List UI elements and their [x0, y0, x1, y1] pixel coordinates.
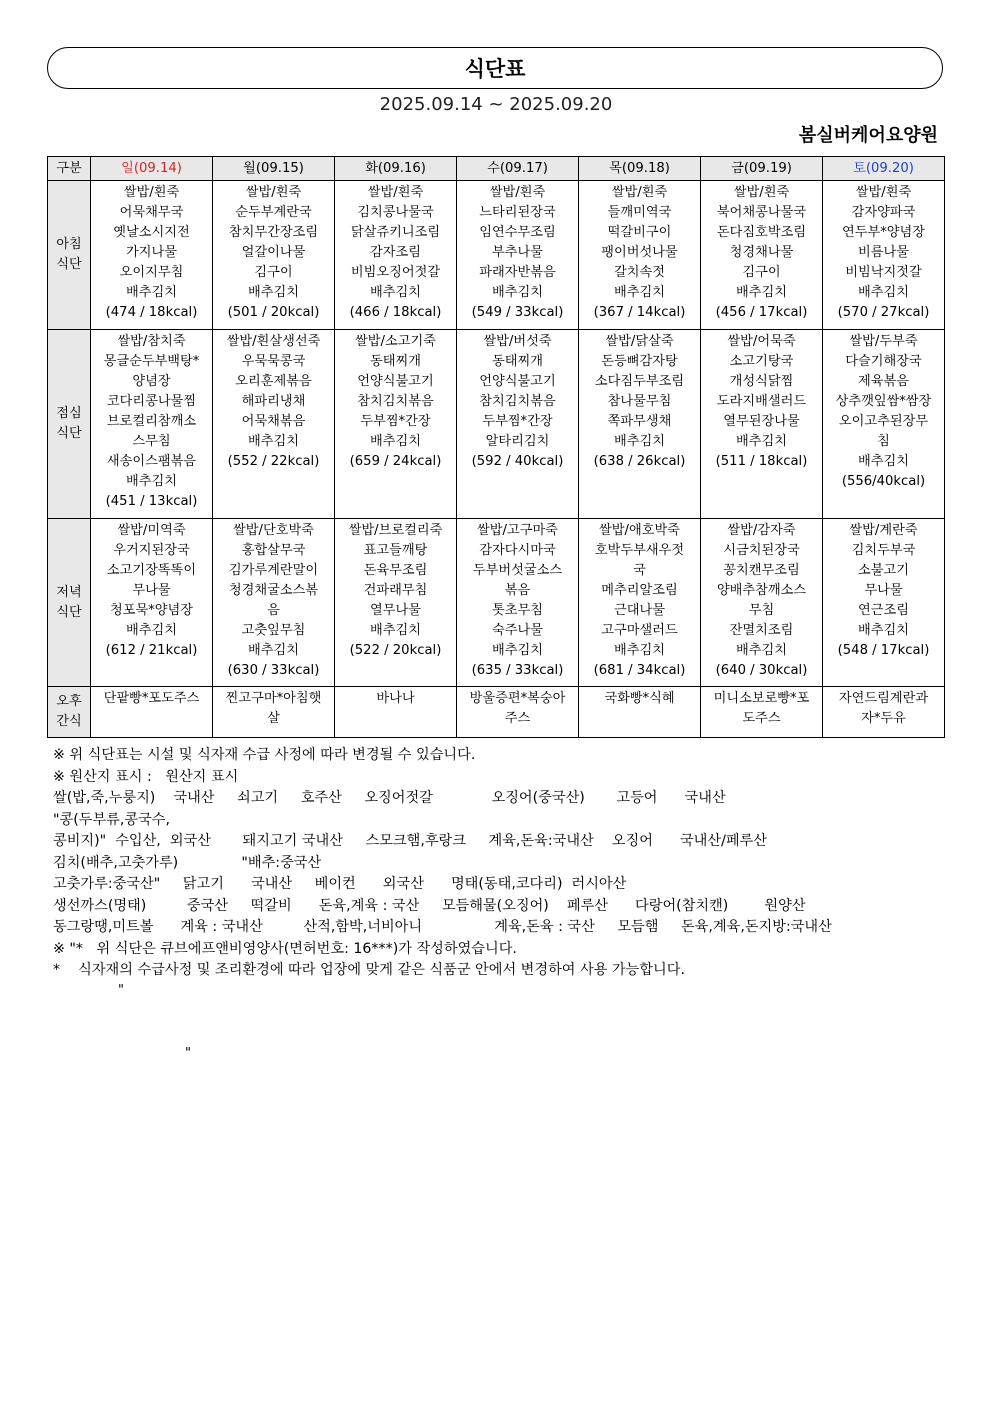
menu-item: 얼갈이나물	[241, 245, 306, 260]
menu-item: 비름나물	[858, 245, 909, 260]
menu-item: (630 / 33kcal)	[227, 663, 320, 678]
menu-item: 미니소보로빵*포	[713, 691, 810, 706]
menu-item: 배추김치	[492, 643, 543, 658]
menu-item: 쪽파무생채	[607, 414, 672, 429]
menu-cell	[457, 519, 579, 687]
row-label-line: 점심	[56, 406, 82, 421]
menu-cell	[335, 330, 457, 519]
menu-item: 청포묵*양념장	[109, 603, 194, 618]
menu-item: 바나나	[376, 691, 415, 706]
day-header-wed: 수(09.17)	[457, 157, 579, 181]
menu-item: (548 / 17kcal)	[837, 643, 930, 658]
menu-item: 배추김치	[126, 474, 177, 489]
menu-item: 쌀밥/닭살죽	[605, 334, 674, 349]
menu-cell	[579, 519, 701, 687]
menu-cell	[701, 330, 823, 519]
day-header-tue: 화(09.16)	[335, 157, 457, 181]
menu-item: 쌀밥/고구마죽	[477, 523, 558, 538]
note-line: 김치(배추,고춧가루) "배추:중국산	[53, 854, 322, 871]
row-label-line: 식단	[56, 257, 82, 272]
menu-item: 건파래무침	[363, 583, 428, 598]
menu-item: 열무나물	[370, 603, 421, 618]
menu-item: 두부찜*간장	[360, 414, 431, 429]
menu-item: 배추김치	[370, 623, 421, 638]
menu-item: 제육볶음	[858, 374, 909, 389]
menu-item: 열무된장나물	[723, 414, 800, 429]
page-title: 식단표	[47, 47, 943, 89]
menu-cell	[579, 330, 701, 519]
menu-cell	[579, 181, 701, 330]
menu-item: 소다짐두부조림	[594, 374, 685, 389]
menu-item: 쌀밥/단호박죽	[233, 523, 314, 538]
menu-item: 김치콩나물국	[357, 205, 434, 220]
menu-cell	[91, 330, 213, 519]
menu-item: 배추김치	[126, 623, 177, 638]
menu-item: 꽁치캔무조림	[723, 563, 800, 578]
menu-item: (456 / 17kcal)	[715, 305, 808, 320]
menu-item: 김구이	[254, 265, 293, 280]
menu-cell	[213, 330, 335, 519]
menu-item: 쌀밥/흰죽	[367, 185, 424, 200]
menu-item: 홍합살무국	[241, 543, 306, 558]
day-header-sat: 토(09.20)	[823, 157, 945, 181]
menu-item: 자*두유	[861, 711, 906, 726]
menu-item: 우묵묵콩국	[241, 354, 306, 369]
menu-item: 두부버섯굴소스	[472, 563, 563, 578]
menu-cell	[335, 519, 457, 687]
menu-item: 주스	[504, 711, 531, 726]
menu-item: 무나물	[132, 583, 171, 598]
date-range: 2025.09.14 ~ 2025.09.20	[379, 94, 613, 115]
row-label-line: 식단	[56, 426, 82, 441]
menu-item: 우거지된장국	[113, 543, 190, 558]
menu-item: 호박두부새우젓	[594, 543, 685, 558]
menu-item: 양념장	[132, 374, 171, 389]
menu-item: 비빔오징어젓갈	[350, 265, 441, 280]
menu-item: 가지나물	[126, 245, 177, 260]
row-label	[48, 687, 91, 738]
menu-item: 코다리콩나물찜	[106, 394, 197, 409]
menu-item: 알타리김치	[485, 434, 550, 449]
menu-item: 김치두부국	[851, 543, 916, 558]
menu-item: 쌀밥/버섯죽	[483, 334, 552, 349]
menu-item: 새송이스팸볶음	[106, 454, 197, 469]
menu-cell	[457, 181, 579, 330]
menu-cell	[701, 687, 823, 738]
menu-item: (451 / 13kcal)	[105, 494, 198, 509]
notes-section	[53, 745, 832, 982]
menu-item: 청경채굴소스볶	[228, 583, 319, 598]
row-label-line: 간식	[56, 714, 82, 729]
menu-item: 쌀밥/흰살생선죽	[226, 334, 321, 349]
row-label	[48, 330, 91, 519]
menu-item: (522 / 20kcal)	[349, 643, 442, 658]
menu-item: (612 / 21kcal)	[105, 643, 198, 658]
menu-item: 개성식닭찜	[729, 374, 794, 389]
row-label-line: 저녁	[56, 584, 82, 600]
menu-item: 임연수무조림	[479, 225, 556, 240]
menu-item: 동태찌개	[492, 354, 543, 369]
menu-item: 소고기탕국	[729, 354, 794, 369]
menu-item: 쌀밥/흰죽	[489, 185, 546, 200]
menu-item: 오이고추된장무	[838, 414, 929, 429]
note-line: 동그랑땡,미트볼 계육 : 국내산 산적,함박,너비아니 계육,돈육 : 국산 모듬햄 돈육,계육,돈지방:국내산	[53, 919, 832, 935]
menu-item: 떡갈비구이	[607, 225, 672, 240]
menu-item: 고춧잎무침	[241, 623, 306, 638]
menu-item: (556/40kcal)	[841, 474, 926, 489]
menu-item: 배추김치	[370, 434, 421, 449]
menu-item: 돈육무조림	[363, 563, 428, 578]
menu-item: 방울증편*복숭아	[469, 691, 566, 706]
menu-cell	[91, 181, 213, 330]
row-label	[48, 181, 91, 330]
menu-item: 배추김치	[858, 454, 909, 469]
menu-item: 도라지배샐러드	[716, 394, 807, 409]
menu-cell	[701, 519, 823, 687]
menu-item: 북어채콩나물국	[716, 205, 807, 220]
menu-item: (640 / 30kcal)	[715, 663, 808, 678]
menu-item: 국	[633, 563, 646, 578]
menu-item: 느타리된장국	[479, 205, 556, 220]
menu-item: 다슬기해장국	[845, 354, 922, 369]
menu-cell	[213, 181, 335, 330]
menu-item: 김가루계란말이	[228, 563, 319, 578]
menu-item: 쌀밥/흰죽	[733, 185, 790, 200]
menu-item: 쌀밥/두부죽	[849, 334, 918, 349]
menu-cell	[335, 687, 457, 738]
menu-item: 김구이	[742, 265, 781, 280]
menu-item: (511 / 18kcal)	[715, 454, 808, 469]
menu-item: (501 / 20kcal)	[227, 305, 320, 320]
menu-item: 볶음	[504, 583, 531, 598]
menu-item: 어묵채무국	[119, 205, 184, 220]
menu-item: 시금치된장국	[723, 543, 800, 558]
header-row	[48, 157, 945, 181]
menu-item: 쌀밥/흰죽	[245, 185, 302, 200]
menu-item: 두부찜*간장	[482, 414, 553, 429]
menu-item: 닭살쥬키니조림	[350, 225, 441, 240]
menu-item: 배추김치	[736, 285, 787, 300]
note-line: 콩비지)" 수입산, 외국산 돼지고기 국내산 스모크햄,후랑크 계육,돈육:국내산 오징어 국내산/페루산	[53, 833, 767, 849]
menu-item: (659 / 24kcal)	[349, 454, 442, 469]
menu-item: 연두부*양념장	[841, 225, 926, 240]
menu-item: 배추김치	[126, 285, 177, 300]
menu-item: 쌀밥/어묵죽	[727, 334, 796, 349]
menu-item: 동태찌개	[370, 354, 421, 369]
menu-item: 배추김치	[858, 285, 909, 300]
menu-item: 메추리알조림	[601, 583, 678, 598]
note-line: * 식자재의 수급사정 및 조리환경에 따라 업장에 맞게 같은 식품군 안에서 변경하여 사용 가능합니다.	[53, 962, 685, 978]
row-label-line: 식단	[56, 604, 82, 620]
menu-cell	[823, 181, 945, 330]
menu-cell	[213, 519, 335, 687]
menu-item: 쌀밥/애호박죽	[599, 523, 680, 538]
note-line: 쌀(밥,죽,누룽지) 국내산 쇠고기 호주산 오징어젓갈 오징어(중국산) 고등어 국내산	[53, 790, 726, 806]
menu-item: 자연드림계란과	[838, 691, 929, 706]
menu-item: 감자조림	[370, 245, 421, 260]
menu-item: 음	[267, 603, 280, 618]
note-line: ※ 위 식단표는 시설 및 식자재 수급 사정에 따라 변경될 수 있습니다.	[53, 747, 476, 763]
menu-item: 숙주나물	[492, 623, 543, 638]
day-header-mon: 월(09.15)	[213, 157, 335, 181]
menu-item: (638 / 26kcal)	[593, 454, 686, 469]
menu-item: 근대나물	[614, 603, 665, 618]
menu-item: 스무침	[132, 434, 171, 449]
dinner-row	[48, 519, 945, 687]
menu-item: 쌀밥/계란죽	[849, 523, 918, 538]
day-header-sun: 일(09.14)	[91, 157, 213, 181]
menu-item: 언양식불고기	[357, 374, 434, 389]
menu-item: 연근조림	[858, 603, 909, 618]
organization-name: 봄실버케어요양원	[798, 125, 938, 146]
menu-table	[47, 156, 945, 738]
menu-item: 배추김치	[370, 285, 421, 300]
menu-item: 쌀밥/브로컬리죽	[348, 523, 443, 538]
menu-item: 찐고구마*아침햇	[225, 691, 322, 706]
menu-item: (552 / 22kcal)	[227, 454, 320, 469]
menu-item: 부추나물	[492, 245, 543, 260]
note-line: "콩(두부류,콩국수,	[53, 811, 171, 828]
lunch-row	[48, 330, 945, 519]
menu-item: (474 / 18kcal)	[105, 305, 198, 320]
menu-item: 고구마샐러드	[601, 623, 678, 638]
menu-item: 쌀밥/미역죽	[117, 523, 186, 538]
menu-item: 순두부계란국	[235, 205, 312, 220]
menu-item: (466 / 18kcal)	[349, 305, 442, 320]
menu-cell	[823, 519, 945, 687]
menu-item: 돈다짐호박조림	[716, 225, 807, 240]
menu-item: 몽글순두부백탕*	[103, 354, 200, 369]
menu-item: 상추깻잎쌈*쌈장	[835, 394, 932, 409]
menu-cell	[579, 687, 701, 738]
menu-item: 배추김치	[492, 285, 543, 300]
menu-item: 쌀밥/흰죽	[855, 185, 912, 200]
menu-item: 국화빵*식혜	[604, 691, 675, 706]
menu-item: (367 / 14kcal)	[593, 305, 686, 320]
note-line: ※ "* 위 식단은 큐브에프앤비영양사(면허번호: 16***)가 작성하였습니다.	[53, 940, 517, 957]
menu-item: 쌀밥/흰죽	[123, 185, 180, 200]
menu-item: 팽이버섯나물	[601, 245, 678, 260]
menu-item: 브로컬리참깨소	[106, 414, 197, 429]
menu-item: 쌀밥/참치죽	[117, 334, 186, 349]
menu-cell	[335, 181, 457, 330]
note-line: ※ 원산지 표시 : 원산지 표시	[53, 768, 239, 785]
menu-item: 살	[267, 711, 280, 726]
menu-cell	[823, 687, 945, 738]
row-label-line: 아침	[56, 237, 82, 252]
menu-item: 배추김치	[736, 434, 787, 449]
menu-item: (592 / 40kcal)	[471, 454, 564, 469]
menu-item: 무나물	[864, 583, 903, 598]
menu-cell	[91, 687, 213, 738]
menu-item: (570 / 27kcal)	[837, 305, 930, 320]
menu-item: 무침	[748, 603, 775, 618]
menu-item: 해파리냉채	[241, 394, 306, 409]
menu-item: 갈치속젓	[614, 265, 665, 280]
menu-item: 배추김치	[858, 623, 909, 638]
menu-item: 배추김치	[614, 285, 665, 300]
menu-item: 참나물무침	[607, 394, 672, 409]
menu-cell	[457, 687, 579, 738]
menu-cell	[213, 687, 335, 738]
menu-cell	[457, 330, 579, 519]
menu-item: 침	[877, 434, 890, 449]
menu-item: 감자양파국	[851, 205, 916, 220]
menu-item: (635 / 33kcal)	[471, 663, 564, 678]
row-label	[48, 519, 91, 687]
menu-cell	[91, 519, 213, 687]
menu-item: 들깨미역국	[607, 205, 672, 220]
menu-cell	[701, 181, 823, 330]
stray-quote-mark: "	[185, 1046, 191, 1061]
stray-quote-mark: "	[118, 983, 124, 998]
menu-item: 톳초무침	[492, 603, 543, 618]
note-line: 생선까스(명태) 중국산 떡갈비 돈육,계육 : 국산 모듬해물(오징어) 페루산 다랑어(참치캔) 원양산	[53, 897, 806, 914]
menu-item: 돈등뼈감자탕	[601, 354, 678, 369]
menu-item: 배추김치	[614, 643, 665, 658]
menu-item: 어묵채볶음	[241, 414, 306, 429]
menu-item: 도주스	[742, 711, 781, 726]
menu-item: 오리훈제볶음	[235, 374, 312, 389]
menu-item: 감자다시마국	[479, 543, 556, 558]
menu-item: 잔멸치조림	[729, 623, 794, 638]
menu-item: 배추김치	[248, 434, 299, 449]
menu-item: 단팥빵*포도주스	[103, 691, 200, 706]
corner-label: 구분	[48, 157, 91, 181]
menu-item: (681 / 34kcal)	[593, 663, 686, 678]
menu-item: 파래자반볶음	[479, 265, 556, 280]
day-header-fri: 금(09.19)	[701, 157, 823, 181]
day-header-thu: 목(09.18)	[579, 157, 701, 181]
menu-item: 참치무간장조림	[228, 225, 319, 240]
breakfast-row	[48, 181, 945, 330]
menu-item: 표고들깨탕	[363, 543, 428, 558]
menu-item: 쌀밥/감자죽	[727, 523, 796, 538]
menu-item: 언양식불고기	[479, 374, 556, 389]
menu-item: 배추김치	[614, 434, 665, 449]
menu-item: 쌀밥/소고기죽	[355, 334, 436, 349]
menu-item: 참치김치볶음	[357, 394, 434, 409]
menu-item: 참치김치볶음	[479, 394, 556, 409]
note-line: 고춧가루:중국산" 닭고기 국내산 베이컨 외국산 명태(동태,코다리) 러시아산	[53, 876, 627, 892]
menu-item: 배추김치	[736, 643, 787, 658]
menu-item: 비빔낙지젓갈	[845, 265, 922, 280]
menu-item: (549 / 33kcal)	[471, 305, 564, 320]
row-label-line: 오후	[56, 694, 82, 709]
snack-row	[48, 687, 945, 738]
menu-item: 양배추참깨소스	[716, 583, 807, 598]
menu-item: 옛날소시지전	[113, 225, 190, 240]
menu-item: 소불고기	[858, 563, 909, 578]
menu-cell	[823, 330, 945, 519]
menu-item: 소고기장똑똑이	[106, 563, 197, 578]
menu-item: 배추김치	[248, 285, 299, 300]
menu-item: 오이지무침	[119, 265, 184, 280]
menu-item: 청경채나물	[729, 245, 794, 260]
menu-item: 배추김치	[248, 643, 299, 658]
menu-item: 쌀밥/흰죽	[611, 185, 668, 200]
